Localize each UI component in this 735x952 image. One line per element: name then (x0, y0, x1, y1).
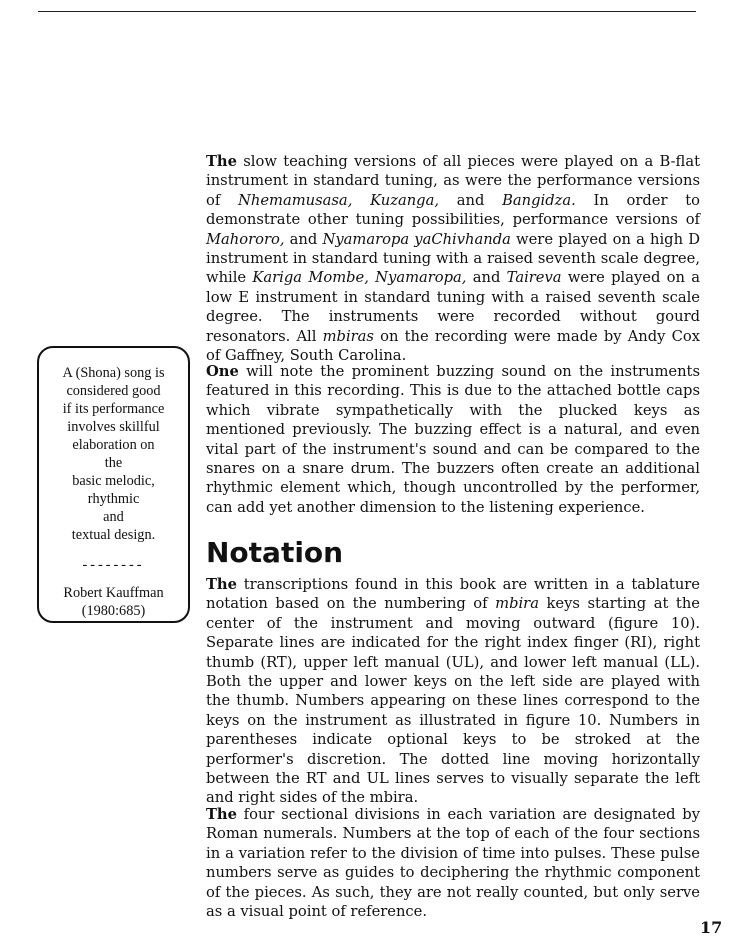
quote-author: Robert Kauffman (63, 585, 164, 601)
text-run: keys starting at the center of the instrument and moving outward (figure 10). Separate lines are indicated for the right index finger (RI), right thumb (RT), upper left manual (UL), and lower left manual (LL). Both the upper and lower keys on the left side are played with the thumb. Numbers appearing on these lines correspond to the keys on the instrument as illustrated in figure 10. Numbers in parentheses indicate optional keys to be stroked at the performer's discretion. The dotted line moving horizontally between the RT and UL lines serves to visually separate the left and right sides of the mbira. (206, 595, 700, 807)
sidebar-quote-box (37, 346, 190, 623)
quote-line: A (Shona) song is (62, 365, 165, 381)
section-heading-notation: Notation (206, 536, 344, 569)
text-run: and (466, 269, 507, 287)
top-rule (38, 11, 696, 12)
paragraph-tablature-notation (206, 575, 700, 808)
text-run: four sectional divisions in each variation are designated by Roman numerals. Numbers at the top of each of the four sections in a variation refer to the division of time into pulses. These pulse numbers serve as guides to deciphering the rhythmic component of the pieces. As such, they are not really counted, but only serve as a visual point of reference. (206, 806, 700, 921)
paragraph-recording-instruments (206, 152, 700, 365)
lead-word: One (206, 363, 239, 380)
text-run: and (284, 230, 323, 248)
italic-term: Mahororo, (206, 230, 285, 248)
paragraph-sectional-divisions (206, 805, 700, 921)
quote-line: textual design. (71, 527, 156, 543)
text-run: on the recording were made by Andy Cox of Gaffney, South Carolina. (206, 327, 700, 365)
italic-term: Nyamaropa yaChivhanda (322, 230, 511, 248)
quote-line: considered good (66, 383, 161, 399)
italic-term: Kariga Mombe, Nyamaropa, (252, 269, 467, 287)
lead-word: The (206, 576, 237, 593)
text-run: slow teaching versions of all pieces were played on a B-flat instrument in standard tuning, as were the performance versions of (206, 153, 700, 209)
text-run: and (439, 191, 503, 209)
text-run: were played on a high D instrument in standard tuning with a raised seventh scale degree, while (206, 230, 700, 287)
quote-line: if its performance (62, 401, 165, 417)
text-run: were played on a low E instrument in standard tuning with a raised seventh scale degree. The instruments were recorded without gourd resonators. All (206, 269, 700, 345)
italic-term: Bangidza. (502, 191, 576, 209)
page-number: 17 (700, 918, 723, 937)
text-run: will note the prominent buzzing sound on the instruments featured in this recording. This is due to the attached bottle caps which vibrate sympathetically with the plucked keys as mentioned previously. The buzzing effect is a natural, and even vital part of the instrument's sound and can be compared to the snares on a snare drum. The buzzers often create an additional rhythmic element which, though uncontrolled by the performer, can add yet another dimension to the listening experience. (206, 363, 700, 516)
text-run: transcriptions found in this book are written in a tablature notation based on the numbering of (206, 576, 700, 613)
italic-term: Taireva (506, 269, 562, 287)
italic-term: mbira (495, 595, 539, 613)
quote-separator: -------- (82, 557, 145, 573)
quote-line: the (104, 455, 123, 471)
quote-line: rhythmic (87, 491, 140, 507)
quote-line: and (103, 509, 124, 525)
italic-term: mbiras (322, 327, 374, 345)
paragraph-buzzing-sound (206, 362, 700, 517)
quote-citation: (1980:685) (81, 603, 146, 619)
quote-line: elaboration on (72, 437, 155, 453)
quote-line: involves skillful (67, 419, 160, 435)
quote-line: basic melodic, (72, 473, 155, 489)
lead-word: The (206, 806, 237, 823)
text-run: In order to demonstrate other tuning possibilities, performance versions of (206, 191, 701, 229)
lead-word: The (206, 153, 237, 170)
italic-term: Nhemamusasa, Kuzanga, (238, 191, 439, 209)
